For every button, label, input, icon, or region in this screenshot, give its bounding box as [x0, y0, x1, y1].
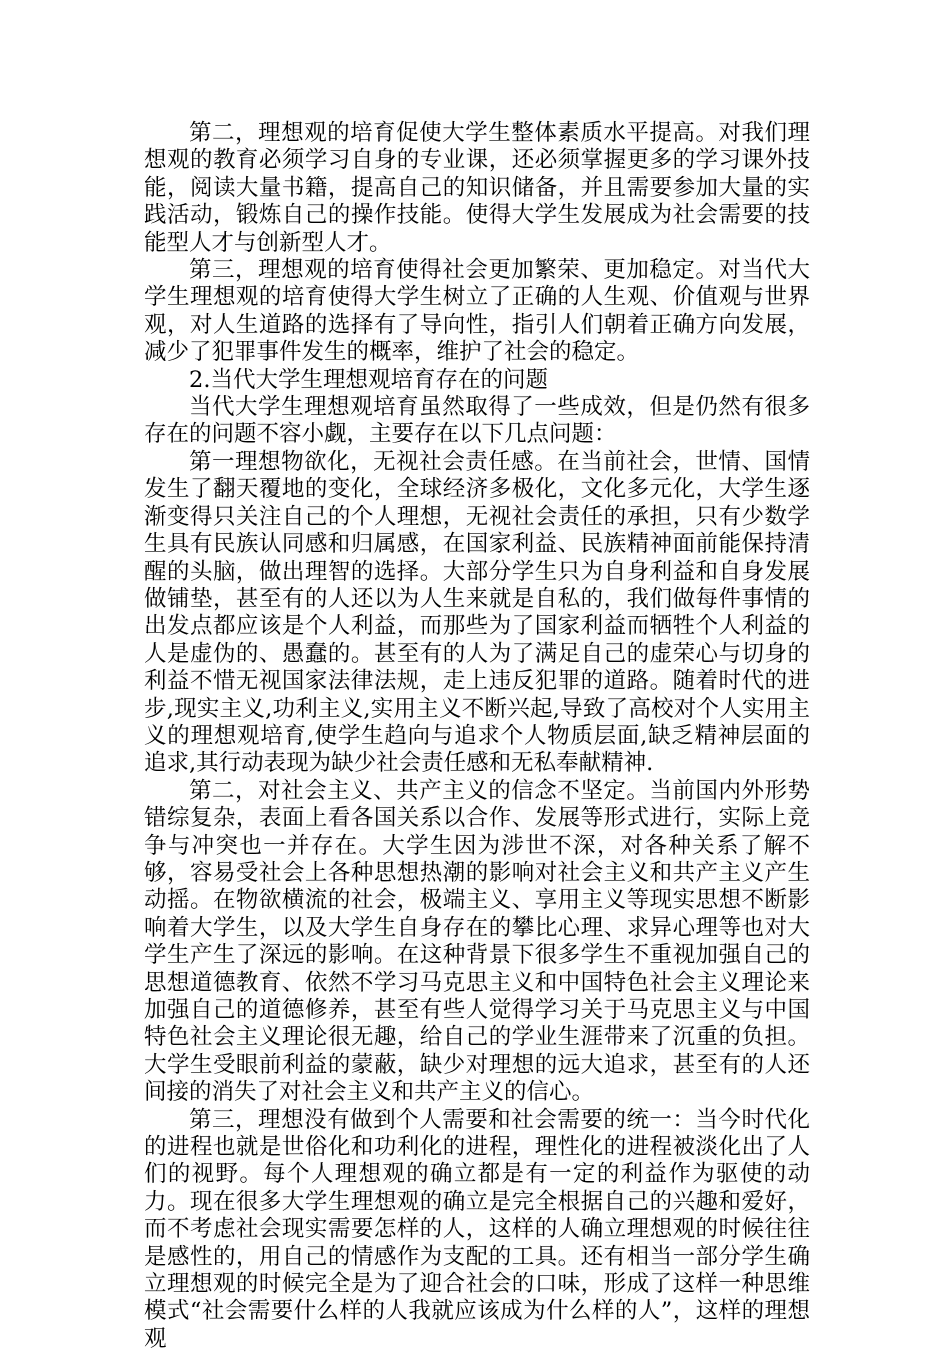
paragraph-problem-materialism: 第一理想物欲化，无视社会责任感。在当前社会，世情、国情发生了翻天覆地的变化，全球经济多极化，文化多元化，大学生逐渐变得只关注自己的个人理想，无视社会责任的承担，只有少数学生具有民族认同感和归属感，在国家利益、民族精神面前能保持清醒的头脑，做出理智的选择。大部分学生只为自身利益和自身发展做铺垫，甚至有的人还以为人生来就是自私的，我们做每件事情的出发点都应该是个人利益，而那些为了国家利益而牺牲个人利益的人是虚伪的、愚蠢的。甚至有的人为了满足自己的虚荣心与切身的利益不惜无视国家法律法规，走上违反犯罪的道路。随着时代的进步,现实主义,功利主义,实用主义不断兴起,导致了高校对个人实用主义的理想观培育,使学生趋向与追求个人物质层面,缺乏精神层面的追求,其行动表现为缺少社会责任感和无私奉献精神. [144, 448, 810, 777]
paragraph-social-stability: 第三，理想观的培育使得社会更加繁荣、更加稳定。对当代大学生理想观的培育使得大学生树立了正确的人生观、价值观与世界观，对人生道路的选择有了导向性，指引人们朝着正确方向发展，减少了犯罪事件发生的概率，维护了社会的稳定。 [144, 257, 810, 366]
paragraph-quality-improvement: 第二，理想观的培育促使大学生整体素质水平提高。对我们理想观的教育必须学习自身的专业课，还必须掌握更多的学习课外技能，阅读大量书籍，提高自己的知识储备，并且需要参加大量的实践活动，锻炼自己的操作技能。使得大学生发展成为社会需要的技能型人才与创新型人才。 [144, 120, 810, 256]
paragraph-problem-needs-unity: 第三，理想没有做到个人需要和社会需要的统一：当今时代化的进程也就是世俗化和功利化的进程，理性化的进程被淡化出了人们的视野。每个人理想观的确立都是有一定的利益作为驱使的动力。现在很多大学生理想观的确立是完全根据自己的兴趣和爱好，而不考虑社会现实需要怎样的人，这样的人确立理想观的时候往往是感性的，用自己的情感作为支配的工具。还有相当一部分学生确立理想观的时候完全是为了迎合社会的口味，形成了这样一种思维模式“社会需要什么样的人我就应该成为什么样的人”，这样的理想观 [144, 1106, 810, 1352]
document-page [144, 120, 810, 1353]
paragraph-problems-intro: 当代大学生理想观培育虽然取得了一些成效，但是仍然有很多存在的问题不容小觑，主要存在以下几点问题： [144, 394, 810, 448]
section-heading-problems: 2.当代大学生理想观培育存在的问题 [189, 366, 548, 393]
paragraph-problem-weak-belief: 第二，对社会主义、共产主义的信念不坚定。当前国内外形势错综复杂，表面上看各国关系以合作、发展等形式进行，实际上竞争与冲突也一并存在。大学生因为涉世不深，对各种关系了解不够，容易受社会上各种思想热潮的影响对社会主义和共产主义产生动摇。在物欲横流的社会，极端主义、享用主义等现实思想不断影响着大学生，以及大学生自身存在的攀比心理、求异心理等也对大学生产生了深远的影响。在这种背景下很多学生不重视加强自己的思想道德教育、依然不学习马克思主义和中国特色社会主义理论来加强自己的道德修养，甚至有些人觉得学习关于马克思主义与中国特色社会主义理论很无趣，给自己的学业生涯带来了沉重的负担。大学生受眼前利益的蒙蔽，缺少对理想的远大追求，甚至有的人还间接的消失了对社会主义和共产主义的信心。 [144, 777, 810, 1106]
